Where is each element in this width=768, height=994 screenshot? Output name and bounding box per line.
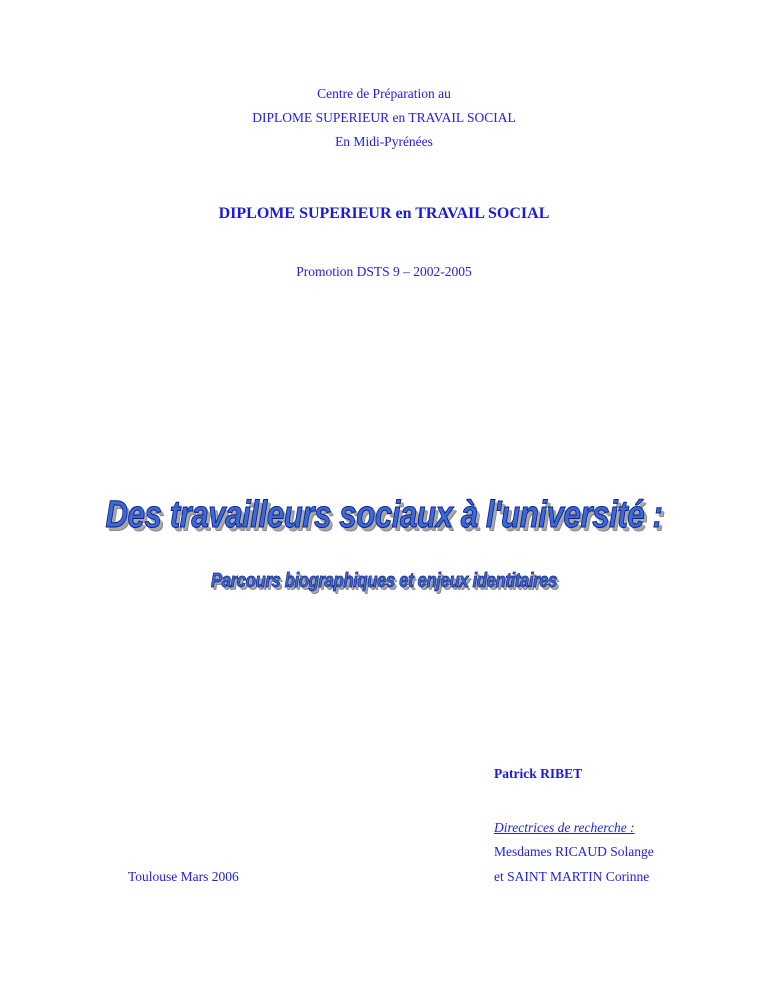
directors-line-2: et SAINT MARTIN Corinne [494, 869, 650, 884]
author-name: Patrick RIBET [494, 766, 583, 781]
place-date: Toulouse Mars 2006 [128, 869, 239, 884]
directors-label: Directrices de recherche : [494, 820, 635, 835]
thesis-title: Des travailleurs sociaux à l'université : [105, 494, 663, 536]
directors-line-1: Mesdames RICAUD Solange [494, 844, 654, 859]
promotion-line: Promotion DSTS 9 – 2002-2005 [296, 264, 472, 279]
thesis-subtitle: Parcours biographiques et enjeux identitaires [210, 570, 558, 592]
diploma-title: DIPLOME SUPERIEUR en TRAVAIL SOCIAL [218, 205, 550, 222]
header-line-2: DIPLOME SUPERIEUR en TRAVAIL SOCIAL [252, 110, 516, 125]
header-line-1: Centre de Préparation au [317, 86, 451, 101]
header-line-3: En Midi-Pyrénées [335, 134, 433, 149]
